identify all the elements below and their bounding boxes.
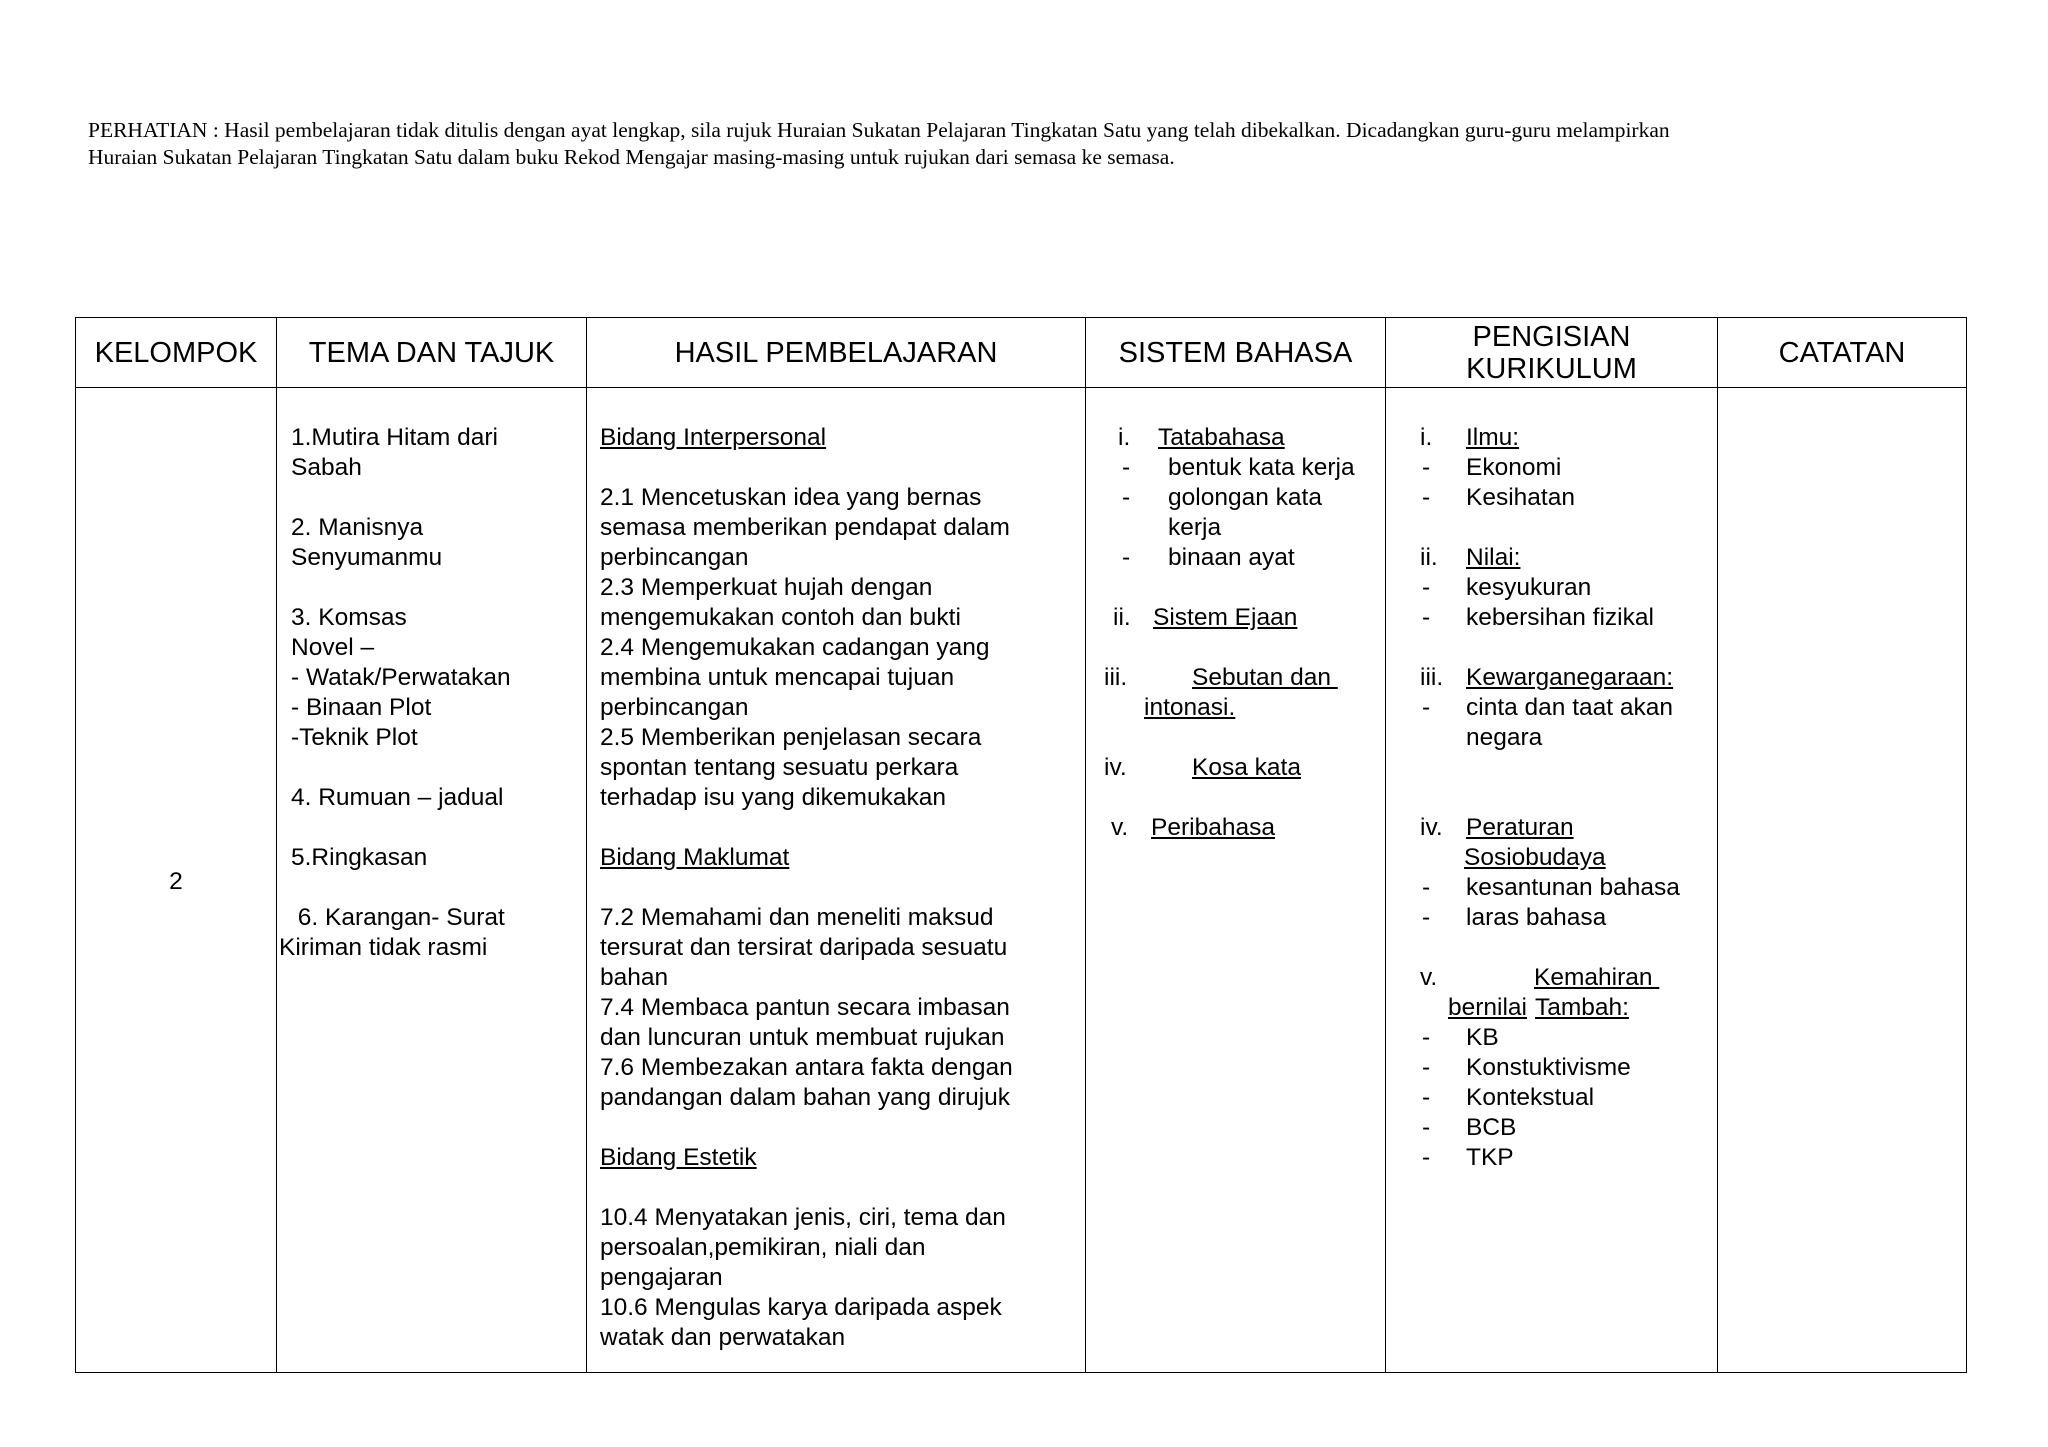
hasil-line: 2.4 Mengemukakan cadangan yang <box>600 634 990 661</box>
sistem-item: binaan ayat <box>1168 544 1295 571</box>
hasil-line: 2.5 Memberikan penjelasan secara <box>600 724 982 751</box>
cell-hasil <box>587 388 1086 1373</box>
dash: - <box>1422 574 1431 601</box>
tema-line: 4. Rumuan – jadual <box>291 784 504 811</box>
numeral: i. <box>1118 424 1131 451</box>
tema-line: 3. Komsas <box>291 604 407 631</box>
cell-kelompok <box>76 388 277 1373</box>
sistem-item: bentuk kata kerja <box>1168 454 1355 481</box>
sistem-peribahasa: Peribahasa <box>1151 814 1275 841</box>
notice-line-2: Huraian Sukatan Pelajaran Tingkatan Satu dalam buku Rekod Mengajar masing-masing untuk rujukan dari semasa ke semasa. <box>88 145 1175 169</box>
dash: - <box>1422 1084 1431 1111</box>
hasil-line: pandangan dalam bahan yang dirujuk <box>600 1084 1011 1111</box>
tema-line: Sabah <box>291 454 362 481</box>
pengisian-tambah: Tambah: <box>1535 994 1629 1021</box>
header-row <box>76 318 1967 388</box>
header-pengisian-line-2: KURIKULUM <box>1466 352 1637 385</box>
hasil-line: terhadap isu yang dikemukakan <box>600 784 946 811</box>
header-hasil: HASIL PEMBELAJARAN <box>587 318 1086 388</box>
header-tema: TEMA DAN TAJUK <box>277 318 587 388</box>
dash: - <box>1422 1144 1431 1171</box>
dash: - <box>1422 1114 1431 1141</box>
tema-line: 6. Karangan- Surat <box>291 904 505 931</box>
pengisian-item: Konstuktivisme <box>1466 1054 1631 1081</box>
numeral: iii. <box>1420 664 1444 691</box>
numeral: ii. <box>1113 604 1131 631</box>
pengisian-sosiobudaya: Sosiobudaya <box>1464 844 1606 871</box>
hasil-line: pengajaran <box>600 1264 723 1291</box>
header-catatan: CATATAN <box>1718 318 1967 388</box>
cell-sistem-bahasa <box>1086 388 1386 1373</box>
sistem-item: kerja <box>1168 514 1222 541</box>
numeral: iv. <box>1420 814 1443 841</box>
sistem-tatabahasa: Tatabahasa <box>1158 424 1285 451</box>
hasil-line: watak dan perwatakan <box>600 1324 846 1351</box>
numeral: iv. <box>1104 754 1127 781</box>
pengisian-item: laras bahasa <box>1466 904 1607 931</box>
tema-line <box>291 573 586 603</box>
pengisian-peraturan: Peraturan <box>1466 814 1574 841</box>
sistem-item: golongan kata <box>1168 484 1322 511</box>
header-kelompok: KELOMPOK <box>76 318 277 388</box>
notice-line-1: PERHATIAN : Hasil pembelajaran tidak ditulis dengan ayat lengkap, sila rujuk Huraian Sukatan Pelajaran Tingkatan Satu yang telah dibekalkan. Dicadangkan guru-guru melampirkan <box>88 118 1670 142</box>
tema-line <box>291 483 586 513</box>
dash: - <box>1122 544 1131 571</box>
hasil-line: 7.2 Memahami dan meneliti maksud <box>600 904 994 931</box>
pengisian-item: Ekonomi <box>1466 454 1562 481</box>
tema-line: - Binaan Plot <box>291 694 432 721</box>
dash: - <box>1422 484 1431 511</box>
pengisian-item: kesantunan bahasa <box>1466 874 1680 901</box>
dash: - <box>1422 1054 1431 1081</box>
pengisian-item: kebersihan fizikal <box>1466 604 1654 631</box>
hasil-line: 2.1 Mencetuskan idea yang bernas <box>600 484 982 511</box>
pengisian-item: KB <box>1466 1024 1499 1051</box>
pengisian-nilai: Nilai: <box>1466 544 1521 571</box>
hasil-line: membina untuk mencapai tujuan <box>600 664 955 691</box>
pengisian-item: TKP <box>1466 1144 1514 1171</box>
pengisian-item: kesyukuran <box>1466 574 1592 601</box>
numeral: i. <box>1420 424 1433 451</box>
tema-line: 1.Mutira Hitam dari <box>291 424 498 451</box>
cell-tema <box>277 388 587 1373</box>
tema-line: 5.Ringkasan <box>291 844 428 871</box>
numeral: v. <box>1420 964 1438 991</box>
sistem-kosa-kata: Kosa kata <box>1192 754 1301 781</box>
hasil-line: 10.6 Mengulas karya daripada aspek <box>600 1294 1002 1321</box>
sistem-intonasi: intonasi. <box>1144 694 1236 721</box>
hasil-line: spontan tentang sesuatu perkara <box>600 754 959 781</box>
tema-line: 2. Manisnya <box>291 514 424 541</box>
hasil-line: 2.3 Memperkuat hujah dengan <box>600 574 933 601</box>
pengisian-ilmu: Ilmu: <box>1466 424 1520 451</box>
header-pengisian <box>1386 318 1718 388</box>
pengisian-bernilai: bernilai <box>1448 994 1527 1021</box>
tema-line <box>291 873 586 903</box>
pengisian-item: Kontekstual <box>1466 1084 1595 1111</box>
hasil-line: dan luncuran untuk membuat rujukan <box>600 1024 1005 1051</box>
dash: - <box>1422 694 1431 721</box>
hasil-line: 7.4 Membaca pantun secara imbasan <box>600 994 1010 1021</box>
tema-line: -Teknik Plot <box>291 724 418 751</box>
hasil-line: mengemukakan contoh dan bukti <box>600 604 961 631</box>
hasil-line: perbincangan <box>600 694 749 721</box>
hasil-heading-estetik: Bidang Estetik <box>600 1144 757 1171</box>
dash: - <box>1122 454 1131 481</box>
hasil-line: tersurat dan tersirat daripada sesuatu <box>600 934 1008 961</box>
hasil-line: 7.6 Membezakan antara fakta dengan <box>600 1054 1013 1081</box>
tema-line <box>291 753 586 783</box>
tema-line: Senyumanmu <box>291 544 443 571</box>
body-row <box>76 388 1967 1373</box>
notice-text <box>88 117 1968 171</box>
cell-catatan <box>1718 388 1967 1373</box>
dash: - <box>1422 604 1431 631</box>
hasil-line: bahan <box>600 964 669 991</box>
tema-line: Novel – <box>291 634 375 661</box>
numeral: ii. <box>1420 544 1438 571</box>
pengisian-item: negara <box>1466 724 1543 751</box>
pengisian-item: BCB <box>1466 1114 1517 1141</box>
pengisian-item: cinta dan taat akan <box>1466 694 1674 721</box>
tema-line <box>291 813 586 843</box>
header-pengisian-line-1: PENGISIAN <box>1472 320 1631 353</box>
hasil-line: persoalan,pemikiran, niali dan <box>600 1234 926 1261</box>
dash: - <box>1422 904 1431 931</box>
pengisian-item: Kesihatan <box>1466 484 1575 511</box>
sistem-ejaan: Sistem Ejaan <box>1153 604 1298 631</box>
hasil-heading-interpersonal: Bidang Interpersonal <box>600 424 827 451</box>
hasil-heading-maklumat: Bidang Maklumat <box>600 844 790 871</box>
dash: - <box>1122 484 1131 511</box>
kelompok-value: 2 <box>169 868 183 895</box>
cell-pengisian-kurikulum <box>1386 388 1718 1373</box>
hasil-line: perbincangan <box>600 544 749 571</box>
pengisian-kewarganegaraan: Kewarganegaraan: <box>1466 664 1674 691</box>
numeral: v. <box>1111 814 1129 841</box>
dash: - <box>1422 1024 1431 1051</box>
lesson-plan-table <box>75 317 1967 1373</box>
dash: - <box>1422 454 1431 481</box>
numeral: iii. <box>1104 664 1128 691</box>
hasil-line: semasa memberikan pendapat dalam <box>600 514 1010 541</box>
header-sistem: SISTEM BAHASA <box>1086 318 1386 388</box>
dash: - <box>1422 874 1431 901</box>
sistem-sebutan: Sebutan dan <box>1192 664 1338 691</box>
tema-line: Kiriman tidak rasmi <box>279 934 488 961</box>
pengisian-kemahiran: Kemahiran <box>1534 964 1660 991</box>
hasil-line: 10.4 Menyatakan jenis, ciri, tema dan <box>600 1204 1006 1231</box>
tema-line: - Watak/Perwatakan <box>291 664 511 691</box>
